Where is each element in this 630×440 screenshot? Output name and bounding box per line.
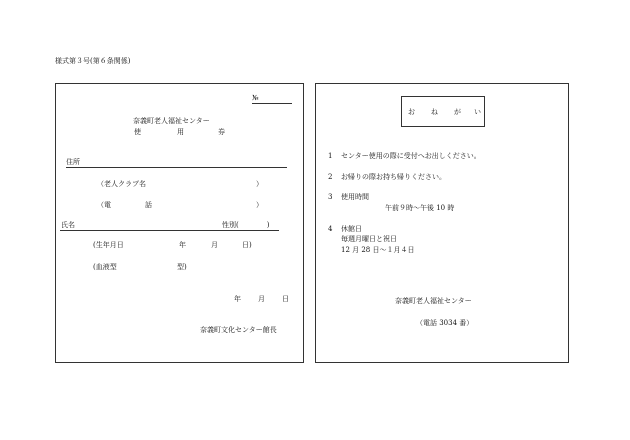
notice-item-4-text: 休館日 <box>341 225 362 233</box>
center-phone: （電話 3034 番） <box>416 319 474 327</box>
notice-item-3-text: 使用時間 <box>341 193 369 201</box>
name-label: 氏名 <box>61 221 75 229</box>
notice-item-3-number: 3 <box>328 193 333 201</box>
issue-month-label: 月 <box>258 295 265 303</box>
notice-item-1-number: 1 <box>328 152 333 160</box>
birth-day-label: 日) <box>242 241 252 249</box>
phone-field-label-2: 話 <box>145 201 152 209</box>
birth-year-label: 年 <box>179 241 186 249</box>
name-underline <box>60 230 279 231</box>
ticket-subtitle-1: 使 <box>134 128 141 136</box>
blood-type-close: 型) <box>177 263 187 271</box>
phone-field-close: ） <box>256 201 263 209</box>
club-name-close: ） <box>256 180 263 188</box>
blood-type-field: (血液型 <box>93 263 117 271</box>
address-label: 住所 <box>66 158 80 166</box>
issue-year-label: 年 <box>234 295 241 303</box>
closed-days-line-1: 毎週月曜日と祝日 <box>341 235 397 243</box>
notice-item-4-number: 4 <box>328 225 333 233</box>
notice-title-char-1: お <box>408 108 415 116</box>
notice-title-box <box>401 96 485 127</box>
notice-item-1-text: センター使用の際に受付へお出しください。 <box>341 152 481 160</box>
issue-day-label: 日 <box>282 295 289 303</box>
gender-label: 性別( ) <box>222 221 270 229</box>
issuer-name: 奈義町文化センター館長 <box>200 326 277 334</box>
notice-title-char-3: が <box>454 108 461 116</box>
ticket-number-label: № <box>252 94 259 102</box>
ticket-subtitle-3: 券 <box>218 128 225 136</box>
center-name: 奈義町老人福祉センター <box>395 297 472 305</box>
ticket-number-underline <box>252 103 292 104</box>
club-name-field: （老人クラブ名 <box>97 180 146 188</box>
birth-month-label: 月 <box>211 241 218 249</box>
closed-days-line-2: 12 月 28 日～１月４日 <box>341 246 415 254</box>
usage-ticket-panel <box>55 83 304 363</box>
form-header: 様式第３号(第６条関係) <box>55 57 131 65</box>
phone-field-open: （電 <box>97 201 111 209</box>
notice-item-2-number: 2 <box>328 173 333 181</box>
notice-panel <box>315 83 569 363</box>
notice-title-char-4: い <box>474 108 481 116</box>
address-underline <box>66 167 287 168</box>
notice-item-2-text: お帰りの際お持ち帰りください。 <box>341 173 446 181</box>
ticket-subtitle-2: 用 <box>177 128 184 136</box>
birth-date-field: (生年月日 <box>93 241 124 249</box>
usage-hours: 午前９時～午後 10 時 <box>385 204 455 212</box>
ticket-title: 奈義町老人福祉センター <box>133 117 210 125</box>
notice-title-char-2: ね <box>431 108 438 116</box>
